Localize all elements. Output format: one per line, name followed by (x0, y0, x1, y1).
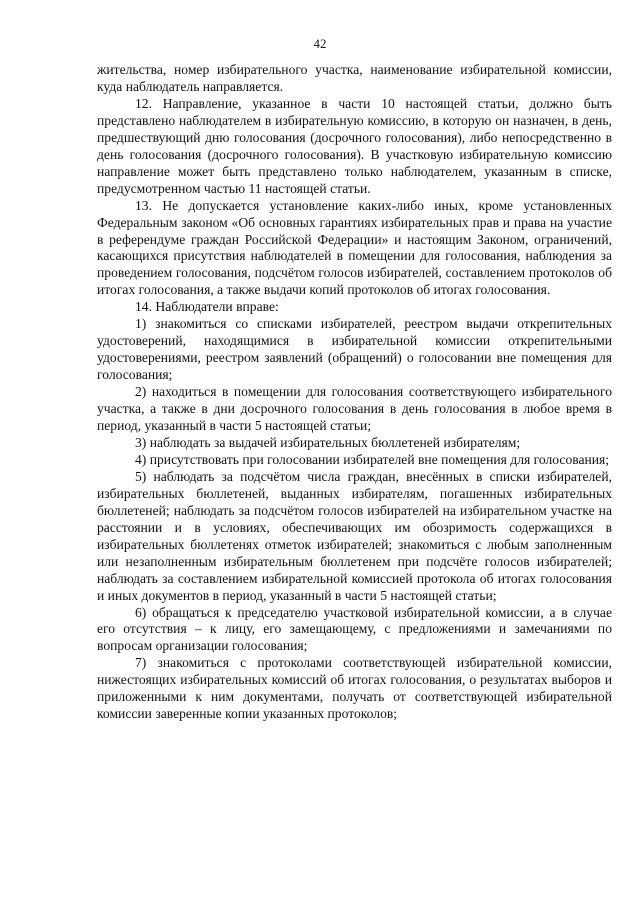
list-item-6: 6) обращаться к председателю участковой избирательной комиссии, а в случае его отсутствия – к лицу, его замещающему, с предложениями и замечаниями по вопросам организации голосования; (97, 604, 612, 654)
list-item-2: 2) находиться в помещении для голосования соответствующего избирательного участка, а также в дни досрочного голосования в день голосования в любое время в период, указанный в части 5 настоящей статьи; (97, 384, 612, 434)
list-item-3: 3) наблюдать за выдачей избирательных бюллетеней избирателям; (135, 434, 521, 450)
document-body (97, 62, 612, 723)
paragraph-part-12: 12. Направление, указанное в части 10 настоящей статьи, должно быть представлено наблюдателем в избирательную комиссию, в которую он назначен, в день, предшествующий дню голосования (досрочного голосования), либо непосредственно в день голосования (досрочного голосования). В участковую избирательную комиссию направление может быть представлено только наблюдателем, указанным в списке, предусмотренном частью 11 настоящей статьи. (97, 95, 612, 196)
page-number: 42 (313, 36, 327, 51)
paragraph-part-13: 13. Не допускается установление каких-либо иных, кроме установленных Федеральным законом «Об основных гарантиях избирательных прав и права на участие в референдуме граждан Российской Федерации» и настоящим Законом, ограничений, касающихся присутствия наблюдателей в помещении для голосования, наблюдения за проведением голосования, подсчётом голосов избирателей, составлением протоколов об итогах голосования, а также выдачи копий протоколов об итогах голосования. (97, 197, 612, 298)
list-item-7: 7) знакомиться с протоколами соответствующей избирательной комиссии, нижестоящих избирательных комиссий об итогах голосования, о результатах выборов и приложенными к ним документами, получать от соответствующей избирательной комиссии заверенные копии указанных протоколов; (97, 655, 612, 722)
list-item-1: 1) знакомиться со списками избирателей, реестром выдачи открепительных удостоверений, находящимися в избирательной комиссии открепительными удостоверениями, реестром заявлений (обращений) о голосовании вне помещения для голосования; (97, 316, 612, 383)
list-item-4: 4) присутствовать при голосовании избирателей вне помещения для голосования; (135, 451, 610, 467)
list-item-5: 5) наблюдать за подсчётом числа граждан, внесённых в списки избирателей, избирательных бюллетеней, выданных избирателям, погашенных избирательных бюллетеней; наблюдать за подсчётом голосов избирателей на избирательном участке на расстоянии и в условиях, обеспечивающих им обозримость содержащихся в избирательных бюллетенях отметок избирателей; знакомиться с любым заполненным или незаполненным избирательным бюллетенем при подсчёте голосов избирателей; наблюдать за составлением избирательной комиссией протокола об итогах голосования и иных документов в период, указанный в части 5 настоящей статьи; (97, 468, 612, 603)
paragraph-part-14: 14. Наблюдатели вправе: (135, 299, 279, 315)
paragraph-continuation: жительства, номер избирательного участка, наименование избирательной комиссии, куда наблюдатель направляется. (97, 62, 612, 94)
